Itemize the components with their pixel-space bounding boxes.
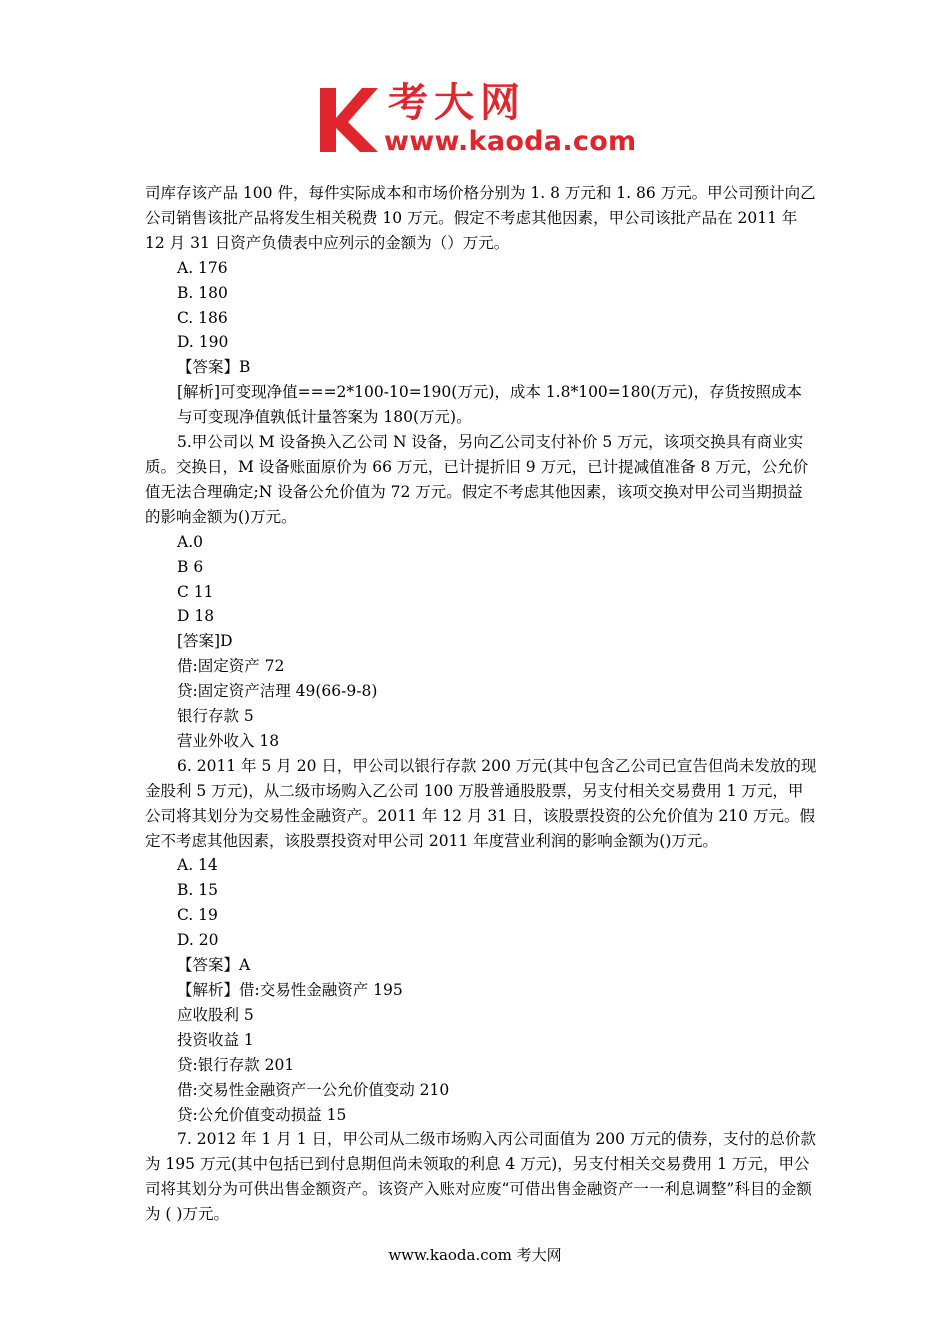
text-line: C 11	[177, 582, 214, 601]
text-line: 6. 2011 年 5 月 20 日，甲公司以银行存款 200 万元(其中包含乙公司已宣告但尚未发放的现金股利 5 万元)，从二级市场购入乙公司 100 万股普通股股票，另支付相关交易费用 1 万元，甲公司将其划分为交易性金融资产。2011 年 12 月 31 日，该股票投资的公允价值为 210 万元。假定不考虑其他因素，该股票投资对甲公司 2011 年度营业利润的影响金额为()万元。	[145, 756, 817, 850]
logo-url-text: www.kaoda.com	[384, 126, 637, 157]
text-line: 银行存款 5	[177, 707, 254, 726]
text-line: [答案]D	[177, 632, 233, 651]
text-line: 投资收益 1	[177, 1030, 254, 1049]
text-line: D. 190	[177, 333, 229, 352]
text-line: B. 180	[177, 283, 228, 302]
document-body	[145, 181, 817, 1227]
logo-chinese-text: 考大网	[388, 80, 526, 126]
text-line: 贷:公允价值变动损益 15	[177, 1105, 347, 1124]
text-line: D. 20	[177, 931, 219, 950]
text-line: B. 15	[177, 881, 218, 900]
text-line: 贷:固定资产洁理 49(66-9-8)	[177, 682, 378, 701]
text-line: 【答案】A	[177, 956, 251, 975]
text-line: 应收股利 5	[177, 1005, 254, 1024]
text-line: [解析]可变现净值===2*100-10=190(万元)，成本 1.8*100=180(万元)，存货按照成本	[177, 383, 802, 402]
text-line: 贷:银行存款 201	[177, 1055, 295, 1074]
text-line: C. 19	[177, 906, 218, 925]
text-line: 与可变现净值孰低计量答案为 180(万元)。	[177, 408, 472, 427]
text-line: 5.甲公司以 M 设备换入乙公司 N 设备，另向乙公司支付补价 5 万元，该项交换具有商业实质。交换日，M 设备账面原价为 66 万元，已计提折旧 9 万元，已计提减值准备 8 万元，公允价值无法合理确定;N 设备公允价值为 72 万元。假定不考虑其他因素，该项交换对甲公司当期损益的影响金额为()万元。	[145, 433, 809, 526]
page-footer: www.kaoda.com 考大网	[388, 1246, 562, 1264]
logo-k-mark-icon	[318, 84, 380, 154]
text-line: B 6	[177, 557, 204, 576]
text-line: 【解析】借:交易性金融资产 195	[177, 981, 403, 999]
text-line: A. 14	[177, 856, 218, 875]
text-line: 【答案】B	[177, 358, 251, 377]
text-line: 营业外收入 18	[177, 731, 280, 750]
text-line: 借:交易性金融资产一公允价值变动 210	[177, 1080, 450, 1099]
text-line: A.0	[177, 532, 203, 551]
text-line: C. 186	[177, 308, 228, 327]
text-line: 借:固定资产 72	[177, 657, 285, 676]
text-line: 司库存该产品 100 件，每件实际成本和市场价格分别为 1. 8 万元和 1. 86 万元。甲公司预计向乙公司销售该批产品将发生相关税费 10 万元。假定不考虑其他因素，甲公司该批产品在 2011 年 12 月 31 日资产负债表中应列示的金额为（）万元。	[145, 184, 816, 252]
text-line: A. 176	[177, 258, 228, 277]
kaoda-logo	[318, 80, 638, 160]
text-line: 7. 2012 年 1 月 1 日，甲公司从二级市场购入丙公司面值为 200 万元的债券，支付的总价款为 195 万元(其中包括已到付息期但尚未领取的利息 4 万元)，另支付相关交易费用 1 万元，甲公司将其划分为可供出售金额资产。该资产入账对应废“可借出售金融资产一一利息调整”科目的金额为 ( )万元。	[145, 1130, 816, 1224]
text-line: D 18	[177, 607, 215, 626]
